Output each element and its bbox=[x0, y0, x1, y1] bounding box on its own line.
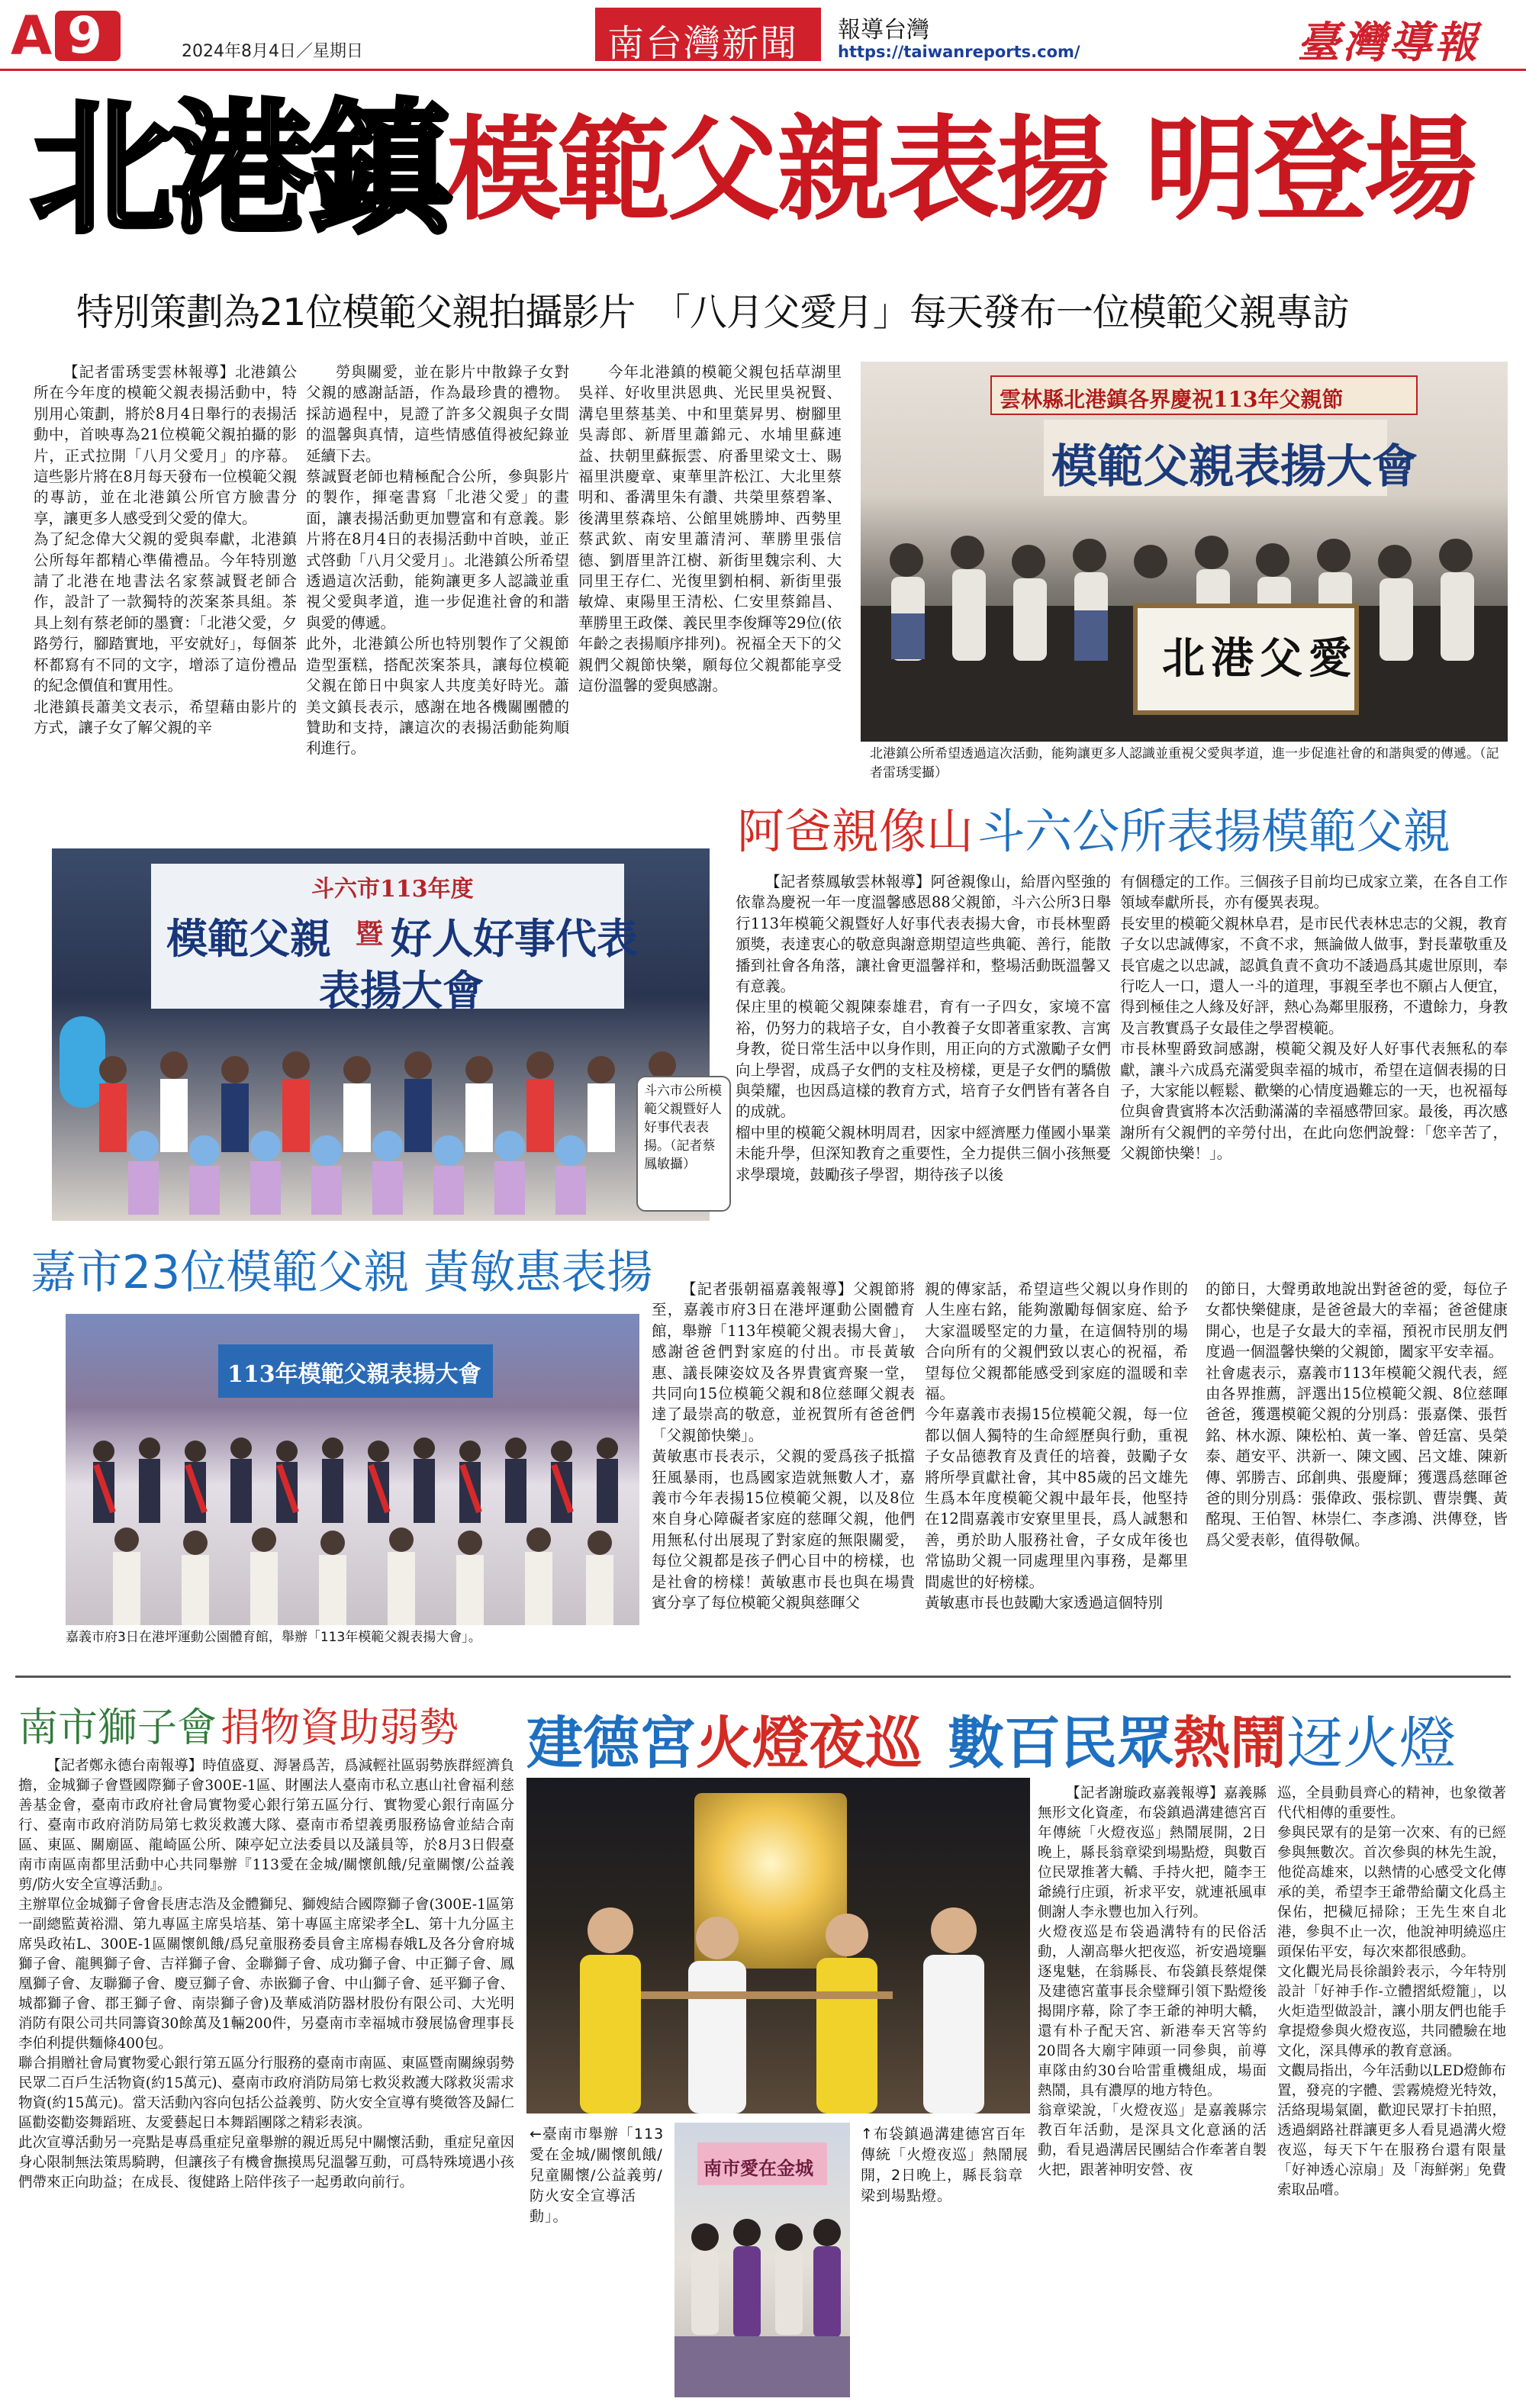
lead-col3-text: 今年北港鎮的模範父親包括草湖里吳祥、好收里洪恩典、光民里吳祝賢、溝皂里蔡基美、中和里葉昇男、樹腳里吳壽郎、新厝里蕭錦元、水埔里蘇連益、扶朝里蘇振雲、府番里梁文士、賜福里洪慶章、東華里許松江、大北里蔡明和、番溝里朱有讚、共榮里蔡碧峯、後溝里蔡森培、公館里姚勝坤、西勢里蔡武欽、南安里蕭清河、華勝里張信德、劉厝里許江樹、新街里魏宗利、大同里王存仁、光復里劉柏桐、新街里張敏煒、東陽里王清松、仁安里蔡錦昌、華勝里王政傑、義民里李俊輝等29位(依年齡之表揚順序排列)。祝福全天下的父親們父親節快樂，願每位父親都能享受這份溫馨的愛與感謝。 bbox=[578, 363, 842, 695]
lead-title-part-a: 北港鎮 bbox=[31, 86, 447, 253]
douliu-column-2 bbox=[1120, 871, 1508, 1251]
chiayi-col3-text: 的節日，大聲勇敢地說出對爸爸的愛，每位子女都快樂健康，是爸爸最大的幸福；爸爸健康開心，也是子女最大的幸福，預祝市民朋友們度過一個溫馨快樂的父親節，闔家平安幸福。 社會處表示，嘉義市113年模範父親代表，經由各界推薦，評選出15位模範父親、8位慈暉爸爸，獲選模範父親的分別爲：張嘉傑、張哲銘、林水源、陳松柏、黃一峯、曾廷富、吳榮泰、趙安平、洪新一、陳文國、呂文雄、陳新傳、郭勝吉、邱創典、張慶輝；獲選爲慈暉爸爸的則分別爲：張偉政、張棕凱、曹崇龔、黃酩現、王伯智、林崇仁、李彥鴻、洪傳登，皆爲父愛表彰，值得敬佩。 bbox=[1206, 1280, 1508, 1549]
lions-photo-sign: 南市愛在金城 bbox=[697, 2142, 827, 2185]
jiande-column-1 bbox=[1038, 1784, 1267, 2394]
jiande-photo-people bbox=[526, 1877, 1030, 2113]
douliu-headline bbox=[737, 794, 1508, 859]
jiande-caption-box: ↑布袋鎮過溝建德宮百年傳統「火燈夜巡」熱鬧展開，2日晚上，縣長翁章梁到場點燈。 bbox=[861, 2126, 1029, 2204]
douliu-col1-text: 【記者蔡鳳敏雲林報導】阿爸親像山，給厝內堅強的依靠為慶祝一年一度溫馨感恩88父親節，斗六公所3日舉行113年模範父親暨好人好事代表表揚大會，市長林聖爵頒獎，表達衷心的敬意與謝意期望這些典範、善行，能散播到社會各角落，讓社會更溫馨祥和，整場活動既溫馨又有意義。 保庄里的模範父親陳泰雄君，育有一子四女，家境不富裕，仍努力的栽培子女，自小教養子女即著重家教、言寓身教，從日常生活中以身作則，用正向的方式激勵子女們向上學習，成爲子女們的支柱及榜樣，更是子女們的驕傲與榮耀，也因爲這樣的教育方式，培育子女們皆有著各自的成就。 榴中里的模範父親林明周君，因家中經濟壓力僅國小畢業未能升學，但深知教育之重要性，全力提供三個小孩無憂求學環境，鼓勵孩子學習，期待孩子以後 bbox=[736, 873, 1111, 1183]
jiande-headline-e: 迓火燈 bbox=[1286, 1711, 1456, 1776]
jiande-headline bbox=[526, 1698, 1518, 1775]
jiande-col2-text: 巡，全員動員齊心的精神，也象徵著代代相傳的重要性。 參與民眾有的是第一次來、有的已經參與無數次。首次參與的林先生說，他從高雄來，以熱情的心感受文化傳承的美，希望李王爺帶給蘭文化爲主保佑，把穢厄掃除；王先生來自北港，參與不止一次，他說神明繞巡庄頭保佑平安，每次來都很感動。 文化觀光局長徐韻鈴表示，今年特別設計「好神手作-立體摺紙燈籠」，以火炬造型做設計，讓小朋友們也能手拿提燈參與火燈夜巡，共同體驗在地文化，深具傳承的教育意涵。 文觀局指出，今年活動以LED燈飾布置，發亮的字體、雲霧燒燈光特效，活絡現場氣圍，歡迎民眾打卡拍照，透過網路社群讓更多人看見過溝火燈夜巡，每天下午在服務台還有限量「好神透心涼扇」及「海鮮粥」免費索取品嚐。 bbox=[1277, 1785, 1506, 2198]
masthead-rule bbox=[0, 69, 1526, 71]
lions-photo-people bbox=[674, 2207, 850, 2397]
page-number-box bbox=[55, 6, 121, 65]
douliu-photo bbox=[52, 848, 710, 1221]
page-number: 9 bbox=[67, 6, 102, 65]
lead-col2-text: 勞與關愛，並在影片中散錄子女對父親的感謝話語，作為最珍貴的禮物。採訪過程中，見證了許多父親與子女間的溫馨與真情，這些情感值得被紀錄並延續下去。 蔡誠賢老師也精極配合公所，參與影片的製作，揮毫書寫「北港父愛」的畫面，讓表揚活動更加豐富和有意義。影片將在8月4日的表揚活動中首映，並正式啓動「八月父愛月」。北港鎮公所希望透過這次活動，能夠讓更多人認識並重視父愛與孝道，進一步促進社會的和諧與愛的傳遞。 此外，北港鎮公所也特別製作了父親節造型蛋糕，搭配茨案茶具，讓每位模範父親在節日中與家人共度美好時光。蕭美文鎮長表示，感謝在地各機關團體的贊助和支持，讓這次的表揚活動能夠順利進行。 bbox=[306, 363, 569, 758]
paper-logo: 臺灣導報 bbox=[1297, 18, 1480, 68]
douliu-col2-text: 有個穩定的工作。三個孩子目前均已成家立業，在各自工作領域奉獻所長，亦有優異表現。 長安里的模範父親林阜君，是市民代表林忠志的父親，教育子女以忠誠傳家，不貪不求，無論做人做事，對長輩敬重及長官處之以忠誠，認眞負責不貪功不諉過爲其處世原則，奉行吃人一口，還人一斗的道理，事親至孝也不願占人便宜，得到極佳之人緣及好評，熱心為鄰里服務，不遺餘力，身教及言教實爲子女最佳之學習模範。 市長林聖爵致詞感謝，模範父親及好人好事代表無私的奉獻，讓斗六成爲充滿愛與幸福的城市，希望在這個表揚的日子，大家能以輕鬆、歡樂的心情度過難忘的一天，也祝福每位與會貴賓將本次活動滿滿的幸福感帶回家。最後，再次感謝所有父親們的辛勞付出，在此向您們說聲：「您辛苦了，父親節快樂！」。 bbox=[1120, 873, 1508, 1163]
chiayi-headline: 嘉市23位模範父親 黃敏惠表揚 bbox=[31, 1246, 653, 1299]
page-number-badge bbox=[11, 5, 174, 67]
site-url[interactable]: https://taiwanreports.com/ bbox=[838, 43, 1080, 61]
masthead bbox=[0, 0, 1526, 70]
lead-photo-banner: 雲林縣北港鎮各界慶祝113年父親節 bbox=[990, 375, 1418, 415]
chiayi-col1-text: 【記者張朝福嘉義報導】父親節將至，嘉義市府3日在港坪運動公園體育館，舉辦「113年模範父親表揚大會」，感謝爸爸們對家庭的付出。市長黃敏惠、議長陳姿妏及各界貴賓齊聚一堂，共同向15位模範父親和8位慈暉父親表達了最崇高的敬意，並祝賀所有爸爸們「父親節快樂」。 黃敏惠市長表示，父親的愛爲孩子抵擋狂風暴雨，也爲國家造就無數人才，嘉義市今年表揚15位模範父親，以及8位來自身心障礙者家庭的慈暉父親，他們用無私付出展現了對家庭的無限關愛，每位父親都是孩子們心目中的榜樣，也是社會的榜樣！黃敏惠市長也與在場貴賓分享了每位模範父親與慈暉父 bbox=[652, 1280, 915, 1612]
lead-subtitle: 特別策劃為21位模範父親拍攝影片 「八月父愛月」每天發布一位模範父親專訪 bbox=[76, 291, 1349, 334]
chiayi-column-2 bbox=[925, 1279, 1188, 1660]
douliu-photo-board: 斗六市113年度 模範父親 暨 好人好事代表 表揚大會 bbox=[151, 864, 624, 1009]
lead-title bbox=[31, 86, 1511, 258]
lead-column-3 bbox=[578, 362, 842, 812]
lions-body-text: 【記者鄭永德台南報導】時值盛夏、溽暑爲苦，爲減輕社區弱勢族群經濟負擔，金城獅子會暨國際獅子會300E-1區、財團法人臺南市私立惠山社會福利慈善基金會，臺南市政府社會局實物愛心銀行第五區分行、實物愛心銀行南區分行、臺南市政府消防局第七救災救護大隊、臺南市希望義勇服務協會並結合南區、東區、關廟區、龍崎區公所、陳亭妃立法委員以及議員等，於8月3日假臺南市南區南都里活動中心共同舉辦『113愛在金城/關懷飢餓/兒童關懷/公益義剪/防火安全宣導活動』。 主辦單位金城獅子會會長唐志浩及金體獅兒、獅嫂結合國際獅子會(300E-1區第一副總監黃裕淵、第九專區主席吳培基、第十專區主席梁孝全L、第十九分區主席吳政祐L、300E-1區關懷飢餓/爲兒童服務委員會主席楊春娥L及各分會府城獅子會、龍興獅子會、吉祥獅子會、金聯獅子會、成功獅子會、中正獅子會、鳳凰獅子會、友聯獅子會、慶豆獅子會、赤嵌獅子會、中山獅子會、延平獅子會、城都獅子會、郡王獅子會、南崇獅子會)及華威消防器材股份有限公司、大光明消防有限公司共同籌資30餘萬及1輛200件，另臺南市幸福城市發展協會理事長李伯利提供麵條400包。 聯合捐贈社會局實物愛心銀行第五區分行服務的臺南市南區、東區暨南關線弱勢民眾二百戶生活物資(約15萬元)、臺南市政府消防局第七救災救護大隊救災需求物資(約15萬元)。當天活動內容向包括公益義剪、防火安全宣導有獎徵答及歸仁區勸姿勸姿舞蹈班、友愛藝起日本舞蹈團隊之精彩表演。 此次宣導活動另一亮點是專爲重症兒童舉辦的親近馬兒中關懷活動，重症兒童因身心限制無法策馬騎聘，但讓孩子有機會撫摸馬兒溫馨互動，可爲特殊境遇小孩們帶來正向助益；在成長、復健路上陪伴孩子一起勇敢向前行。 bbox=[18, 1758, 514, 2191]
jiande-headline-c: 數百民眾 bbox=[948, 1711, 1173, 1776]
lead-title-part-b: 模範父親表揚 bbox=[447, 105, 1106, 236]
lions-body bbox=[18, 1756, 514, 2396]
chiayi-column-1 bbox=[652, 1279, 915, 1660]
issue-date: 2024年8月4日／星期日 bbox=[182, 42, 363, 61]
jiande-headline-b: 火燈夜巡 bbox=[696, 1711, 922, 1776]
lead-title-part-c: 明登場 bbox=[1144, 105, 1474, 236]
chiayi-col2-text: 親的傳家話，希望這些父親以身作則的人生座右銘，能夠激勵每個家庭、給予大家溫暖堅定的力量，在這個特別的場合向所有的父親們致以衷心的祝福，希望每位父親都能感受到家庭的溫暖和幸福。 今年嘉義市表揚15位模範父親，每一位都以個人獨特的生命經歷與行動，重視子女品德教育及責任的培養，鼓勵子女將所學貢獻社會，其中85歲的呂文雄先生爲本年度模範父親中最年長，他堅持在12間嘉義市安寮里里長，爲人誠懇和善，勇於助人服務社會，子女成年後也常協助父親一同處理里內事務，是鄰里間處世的好榜樣。 黃敏惠市長也鼓勵大家透過這個特別 bbox=[925, 1280, 1188, 1612]
section-divider bbox=[15, 1676, 1511, 1678]
jiande-column-2 bbox=[1277, 1784, 1506, 2394]
lead-column-2 bbox=[306, 362, 569, 835]
chiayi-photo-crowd bbox=[66, 1421, 639, 1625]
chiayi-photo bbox=[66, 1314, 639, 1625]
chiayi-column-3 bbox=[1206, 1279, 1508, 1660]
lead-photo bbox=[861, 362, 1508, 742]
lions-headline bbox=[18, 1695, 522, 1753]
jiande-col1-text: 【記者謝璇政嘉義報導】嘉義縣無形文化資產，布袋鎮過溝建德宮百年傳統「火燈夜巡」熱鬧展開，2日晚上，縣長翁章梁到場點燈，與數百位民眾推著大轎、手持火把，隨李王爺繞行庄頭，祈求平安，就連祇風車側謝人李永豐也加入行列。 火燈夜巡是布袋過溝特有的民俗活動，人潮高舉火把夜巡，祈安過境驅逐鬼魅，在翁縣長、布袋鎮長蔡焜傑及建德宮董事長余璧輝引領下點燈後揭開序幕，除了李王爺的神明大轎，還有朴子配天宮、新港奉天宮等約20間各大廟宇陣頭一同參與，前導車隊由約30台哈雷重機組成，場面熱鬧，具有濃厚的地方特色。 翁章梁說，「火燈夜巡」是嘉義縣宗教百年活動，是深具文化意涵的活動，看見過溝居民團結合作牽著自製火把，跟著神明安營、夜 bbox=[1038, 1785, 1267, 2178]
lead-photo-board: 模範父親表揚大會 bbox=[1044, 420, 1387, 496]
lead-photo-caption: 北港鎮公所希望透過這次活動，能夠讓更多人認識並重視父愛與孝道，進一步促進社會的和諧與愛的傳遞。（記者雷琇雯攝） bbox=[870, 746, 1499, 781]
lions-caption-box: ←臺南市舉辦「113愛在金城/關懷飢餓/兒童關懷/公益義剪/防火安全宣導活動」。 bbox=[530, 2126, 665, 2225]
lions-headline-b: 捐物資助弱勢 bbox=[221, 1705, 459, 1751]
brand-label: 報導台灣 bbox=[838, 17, 929, 43]
section-title: 南台灣新聞 bbox=[607, 22, 799, 65]
chiayi-photo-board: 113年模範父親表揚大會 bbox=[218, 1344, 493, 1398]
douliu-photo-crowd bbox=[52, 1032, 710, 1221]
page-letter: A bbox=[11, 5, 53, 67]
douliu-column-1 bbox=[736, 871, 1111, 1251]
douliu-headline-b: 斗六公所表揚模範父親 bbox=[977, 803, 1451, 859]
lead-column-1 bbox=[34, 362, 297, 835]
section-badge bbox=[595, 8, 821, 65]
chiayi-photo-caption: 嘉義市府3日在港坪運動公園體育館，舉辦「113年模範父親表揚大會」。 bbox=[66, 1630, 481, 1645]
lead-col1-text: 【記者雷琇雯雲林報導】北港鎮公所在今年度的模範父親表揚活動中，特別用心策劃，將於8月4日舉行的表揚活動中，首映專為21位模範父親拍攝的影片，正式拉開「八月父愛月」的序幕。這些影片將在8月每天發布一位模範父親的專訪，並在北港鎮公所官方臉書分享，讓更多人感受到父愛的偉大。 為了紀念偉大父親的愛與奉獻，北港鎮公所每年都精心準備禮品。今年特別邀請了北港在地書法名家蔡誠賢老師合作，設計了一款獨特的茨案茶具組。茶具上刻有蔡老師的墨寶：「北港父愛，夕路勞行，腳踏實地，平安就好」，每個茶杯都寫有不同的文字，增添了這份禮品的紀念價值和實用性。 北港鎮長蕭美文表示，希望藉由影片的方式，讓子女了解父親的辛 bbox=[34, 363, 297, 736]
jiande-headline-d: 熱鬧 bbox=[1173, 1711, 1286, 1776]
douliu-caption-box: 斗六市公所模範父親暨好人好事代表表揚。（記者蔡鳳敏攝） bbox=[636, 1076, 731, 1212]
jiande-photo bbox=[526, 1778, 1030, 2113]
lead-photo-crowd bbox=[861, 476, 1508, 742]
lions-headline-a: 南市獅子會 bbox=[18, 1705, 217, 1751]
lead-photo-calligraphy: 北港父愛 bbox=[1162, 633, 1357, 684]
lions-photo bbox=[674, 2123, 850, 2397]
douliu-headline-a: 阿爸親像山 bbox=[737, 803, 974, 859]
jiande-headline-a: 建德宮 bbox=[526, 1711, 696, 1776]
